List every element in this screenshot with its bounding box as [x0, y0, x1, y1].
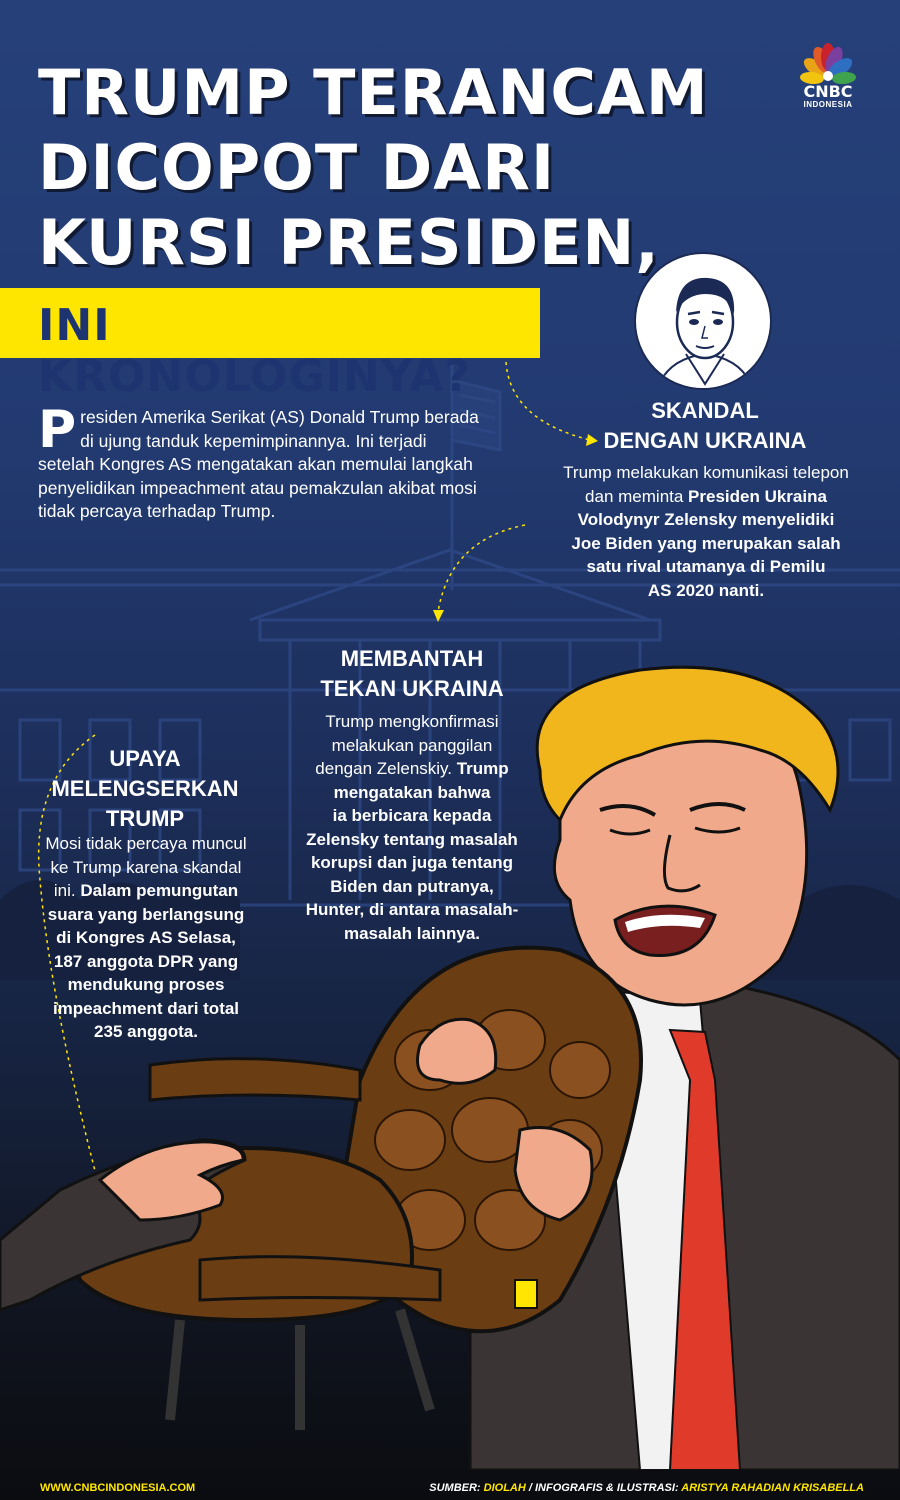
- upaya-body: [22, 832, 270, 1044]
- title-line-3: KURSI PRESIDEN,: [38, 206, 660, 279]
- upaya-line-7: mendukung proses: [67, 975, 225, 994]
- upaya-line-3: ini. Dalam pemungutan: [53, 881, 239, 900]
- membantah-heading-line-2: TEKAN UKRAINA: [320, 676, 504, 701]
- logo-sub: INDONESIA: [803, 100, 853, 109]
- membantah-line-10: masalah lainnya.: [343, 923, 481, 943]
- membantah-line-6: Zelensky tentang masalah: [306, 829, 518, 849]
- skandal-line-2: dan meminta Presiden Ukraina: [585, 486, 827, 506]
- title-line-2: DICOPOT DARI: [38, 131, 556, 204]
- skandal-body: [532, 461, 880, 602]
- upaya-heading-line-2: MELENGSERKAN: [51, 776, 239, 801]
- membantah-heading-line-1: MEMBANTAH: [340, 646, 484, 671]
- footer-credit-value: ARISTYA RAHADIAN KRISABELLA: [681, 1482, 864, 1494]
- membantah-line-7: korupsi dan juga tentang: [310, 853, 514, 872]
- footer-credit-label: / INFOGRAFIS & ILUSTRASI:: [525, 1482, 682, 1494]
- upaya-line-6: 187 anggota DPR yang: [53, 951, 239, 971]
- skandal-heading-line-2: DENGAN UKRAINA: [603, 428, 807, 453]
- footer: [0, 1474, 900, 1500]
- membantah-line-8: Biden dan putranya,: [330, 876, 494, 896]
- upaya-line-2: ke Trump karena skandal: [50, 857, 242, 877]
- upaya-heading-line-3: TRUMP: [105, 806, 185, 831]
- intro-dropcap: P: [38, 400, 77, 460]
- footer-website: WWW.CNBCINDONESIA.COM: [40, 1482, 196, 1494]
- membantah-line-1: Trump mengkonfirmasi: [325, 712, 499, 731]
- membantah-line-2: melakukan panggilan: [331, 735, 493, 755]
- membantah-line-4: mengatakan bahwa: [333, 782, 491, 802]
- skandal-line-3: Volodynyr Zelensky menyelidiki: [577, 510, 835, 529]
- upaya-line-9: 235 anggota.: [94, 1022, 198, 1041]
- upaya-line-4: suara yang berlangsung: [47, 904, 245, 924]
- membantah-line-9: Hunter, di antara masalah-: [305, 900, 519, 919]
- title-line-1: TRUMP TERANCAM: [38, 56, 709, 129]
- upaya-line-8: impeachment dari total: [52, 998, 240, 1018]
- logo-brand: CNBC: [803, 82, 853, 101]
- skandal-heading-line-1: SKANDAL: [651, 398, 759, 423]
- footer-credits: [429, 1482, 864, 1494]
- intro-text: residen Amerika Serikat (AS) Donald Trump berada di ujung tanduk kepemimpinannya. Ini terjadi setelah Kongres AS mengatakan akan memulai langkah penyelidikan impeachment atau pemakzulan akibat mosi tidak percaya terhadap Trump.: [38, 407, 479, 521]
- skandal-heading: [560, 396, 850, 456]
- skandal-line-6: AS 2020 nanti.: [647, 580, 765, 600]
- subtitle-text: INI KRONOLOGINYA?: [38, 300, 472, 402]
- membantah-body: [282, 710, 542, 945]
- footer-source-label: SUMBER:: [429, 1482, 484, 1494]
- membantah-line-5: ia berbicara kepada: [332, 806, 492, 825]
- footer-source-value: DIOLAH: [483, 1482, 526, 1494]
- skandal-line-4: Joe Biden yang merupakan salah: [571, 533, 841, 553]
- skandal-line-5: satu rival utamanya di Pemilu: [586, 557, 826, 576]
- upaya-heading-line-1: UPAYA: [109, 746, 181, 771]
- membantah-line-3: dengan Zelenskiy. Trump: [315, 759, 509, 778]
- upaya-heading: [40, 744, 250, 834]
- upaya-line-1: Mosi tidak percaya muncul: [45, 834, 247, 853]
- skandal-line-1: Trump melakukan komunikasi telepon: [563, 463, 849, 482]
- membantah-heading: [312, 644, 512, 704]
- upaya-line-5: di Kongres AS Selasa,: [56, 928, 236, 947]
